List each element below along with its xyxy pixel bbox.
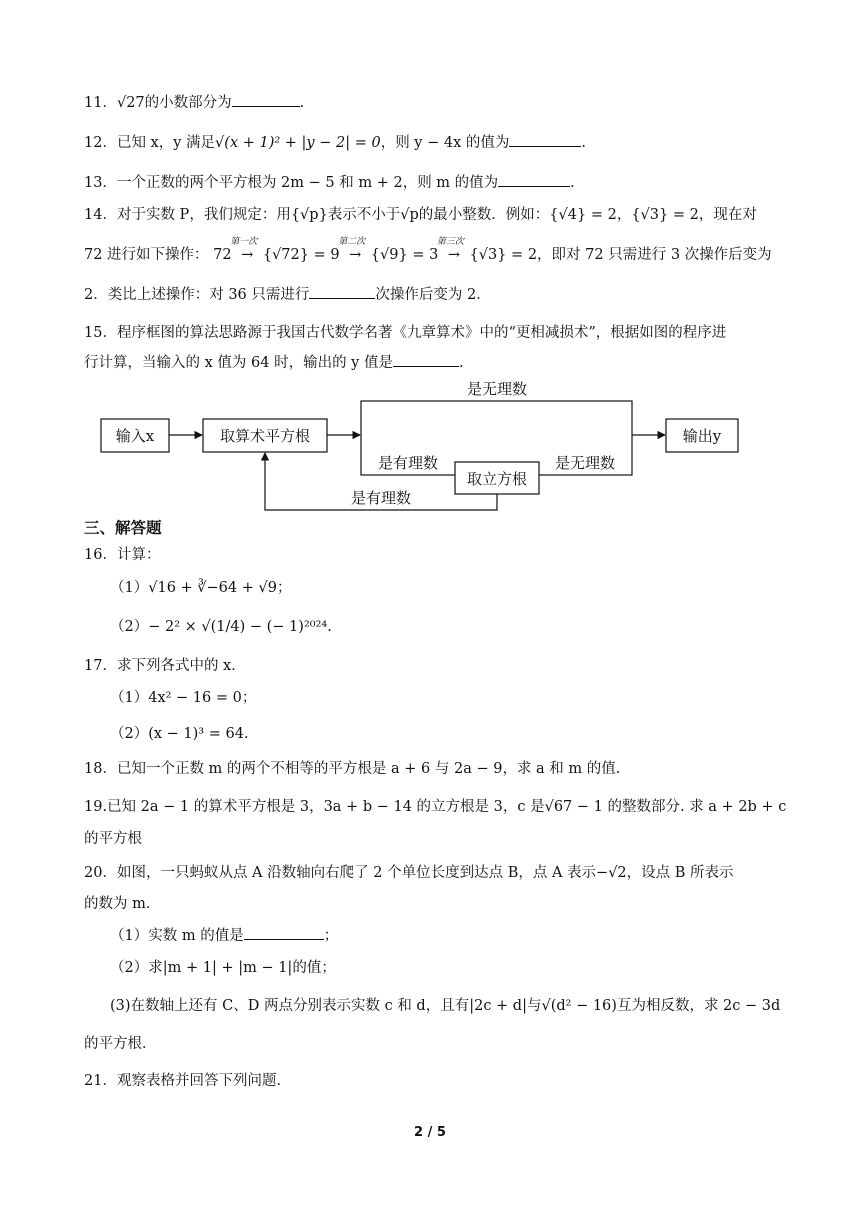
q15-text-1: 程序框图的算法思路源于我国古代数学名著《九章算术》中的“更相减损术”，根据如图的程序进 <box>116 325 727 341</box>
page-number: 2 / 5 <box>414 1125 446 1140</box>
q12-text-a: 已知 x，y 满足 <box>116 135 216 151</box>
q18-number: 18． <box>84 761 117 777</box>
input-label: 输入x <box>115 427 155 445</box>
question-20-line-2: 的数为 m． <box>84 896 161 912</box>
q12-number: 12． <box>84 135 117 151</box>
question-12 <box>84 132 586 153</box>
question-19-line-1 <box>84 797 786 817</box>
answer-blank[interactable] <box>498 172 570 187</box>
q19-number: 19. <box>84 799 108 815</box>
question-14-line-1 <box>84 205 757 225</box>
q15-number: 15． <box>84 325 117 341</box>
question-17 <box>84 656 246 676</box>
section-heading: 三、解答题 <box>84 519 162 537</box>
q16-part-1: （1）√16 + ∛−64 + √9； <box>110 580 292 596</box>
answer-blank[interactable] <box>244 925 324 940</box>
question-19-line-2: 的平方根 <box>84 831 142 847</box>
q20-part-1-end: ； <box>323 928 339 944</box>
question-16 <box>84 545 160 565</box>
question-14-line-3 <box>84 284 491 305</box>
q17-part-2: （2）(x − 1)³ = 64. <box>110 726 249 742</box>
q14-step-label-2: 第二次 <box>338 237 366 247</box>
answer-blank[interactable] <box>309 284 375 299</box>
q17-number: 17． <box>84 658 117 674</box>
question-18 <box>84 759 620 779</box>
q20-text-1: 如图，一只蚂蚁从点 A 沿数轴向右爬了 2 个单位长度到达点 B，点 A 表示−√2，设点 B 所表示 <box>116 865 734 881</box>
rational-left-label: 是有理数 <box>377 454 439 472</box>
q20-part-1 <box>110 925 338 946</box>
q11-radical: √27 <box>116 95 145 111</box>
question-21 <box>84 1071 281 1091</box>
output-label: 输出y <box>682 427 722 445</box>
q15-end: . <box>458 355 464 371</box>
q13-end: . <box>570 175 575 191</box>
flowchart <box>0 370 860 520</box>
q14-step-2: {√72} = 9 <box>262 247 340 263</box>
question-13 <box>84 172 575 193</box>
q18-text: 已知一个正数 m 的两个不相等的平方根是 a + 6 与 2a − 9，求 a 和 m 的值. <box>116 761 621 777</box>
q20-number: 20． <box>84 865 117 881</box>
q12-end: . <box>581 135 586 151</box>
q14-text-1: 对于实数 P，我们规定：用{√p}表示不小于√p的最小整数．例如：{√4} = 2，{√3} = 2，现在对 <box>116 207 757 223</box>
arrow-icon: 第一次 → <box>236 245 258 265</box>
sqrt-label: 取算术平方根 <box>219 427 311 445</box>
question-14-line-2 <box>84 237 772 265</box>
q17-title: 求下列各式中的 x． <box>116 658 246 674</box>
q19-text-1: 已知 2a − 1 的算术平方根是 3，3a + b − 14 的立方根是 3，c 是√67 − 1 的整数部分. 求 a + 2b + c <box>107 799 787 815</box>
q16-number: 16． <box>84 547 117 563</box>
q15-text-2: 行计算，当输入的 x 值为 64 时，输出的 y 值是 <box>84 355 393 371</box>
q12-text-c: ，则 y − 4x 的值为 <box>380 135 510 151</box>
irrational-right-label: 是无理数 <box>554 454 616 472</box>
q14-text-2b: ，即对 72 只需进行 3 次操作后变为 <box>537 247 772 263</box>
arrow-icon: 第二次 → <box>344 245 366 265</box>
rational-bottom-label: 是有理数 <box>350 489 412 507</box>
question-20-line-1 <box>84 863 734 883</box>
q20-part-3-cont: 的平方根． <box>84 1036 157 1052</box>
q11-text: 的小数部分为 <box>144 95 232 111</box>
q14-number: 14． <box>84 207 117 223</box>
q12-equation: √(x + 1)² + |y − 2| = 0 <box>215 135 381 151</box>
q20-part-2: （2）求|m + 1| + |m − 1|的值； <box>110 960 336 976</box>
q14-text-3b: 次操作后变为 2． <box>375 287 491 303</box>
q14-step-label-3: 第三次 <box>436 237 464 247</box>
q11-end: . <box>299 95 305 111</box>
cbrt-label: 取立方根 <box>466 470 528 488</box>
q14-step-4: {√3} = 2 <box>469 247 538 263</box>
arrow-icon: 第三次 → <box>443 245 465 265</box>
question-15-line-1 <box>84 323 726 343</box>
q13-text: 一个正数的两个平方根为 2m − 5 和 m + 2，则 m 的值为 <box>116 175 499 191</box>
q14-step-3: {√9} = 3 <box>370 247 439 263</box>
q11-number: 11． <box>84 95 117 111</box>
q20-part-3: (3)在数轴上还有 C、D 两点分别表示实数 c 和 d，且有|2c + d|与√(d² − 16)互为相反数，求 2c − 3d <box>110 998 781 1014</box>
q14-text-3a: 2．类比上述操作：对 36 只需进行 <box>84 287 310 303</box>
q14-step-1: 72 <box>213 247 232 263</box>
answer-blank[interactable] <box>232 92 300 107</box>
question-11 <box>84 92 304 113</box>
q14-text-2a: 72 进行如下操作： <box>84 247 209 263</box>
answer-blank[interactable] <box>393 352 459 367</box>
q16-title: 计算： <box>116 547 161 563</box>
irrational-top-label: 是无理数 <box>466 380 528 398</box>
q16-part-2: （2）− 2² × √(1/4) − (− 1)²⁰²⁴. <box>110 619 332 635</box>
q13-number: 13． <box>84 175 117 191</box>
q17-part-1: （1）4x² − 16 = 0； <box>110 690 257 706</box>
q20-part-1-text: （1）实数 m 的值是 <box>110 928 244 944</box>
q14-step-label-1: 第一次 <box>230 237 258 247</box>
q21-number: 21． <box>84 1073 117 1089</box>
answer-blank[interactable] <box>509 132 581 147</box>
q21-text: 观察表格并回答下列问题. <box>116 1073 282 1089</box>
